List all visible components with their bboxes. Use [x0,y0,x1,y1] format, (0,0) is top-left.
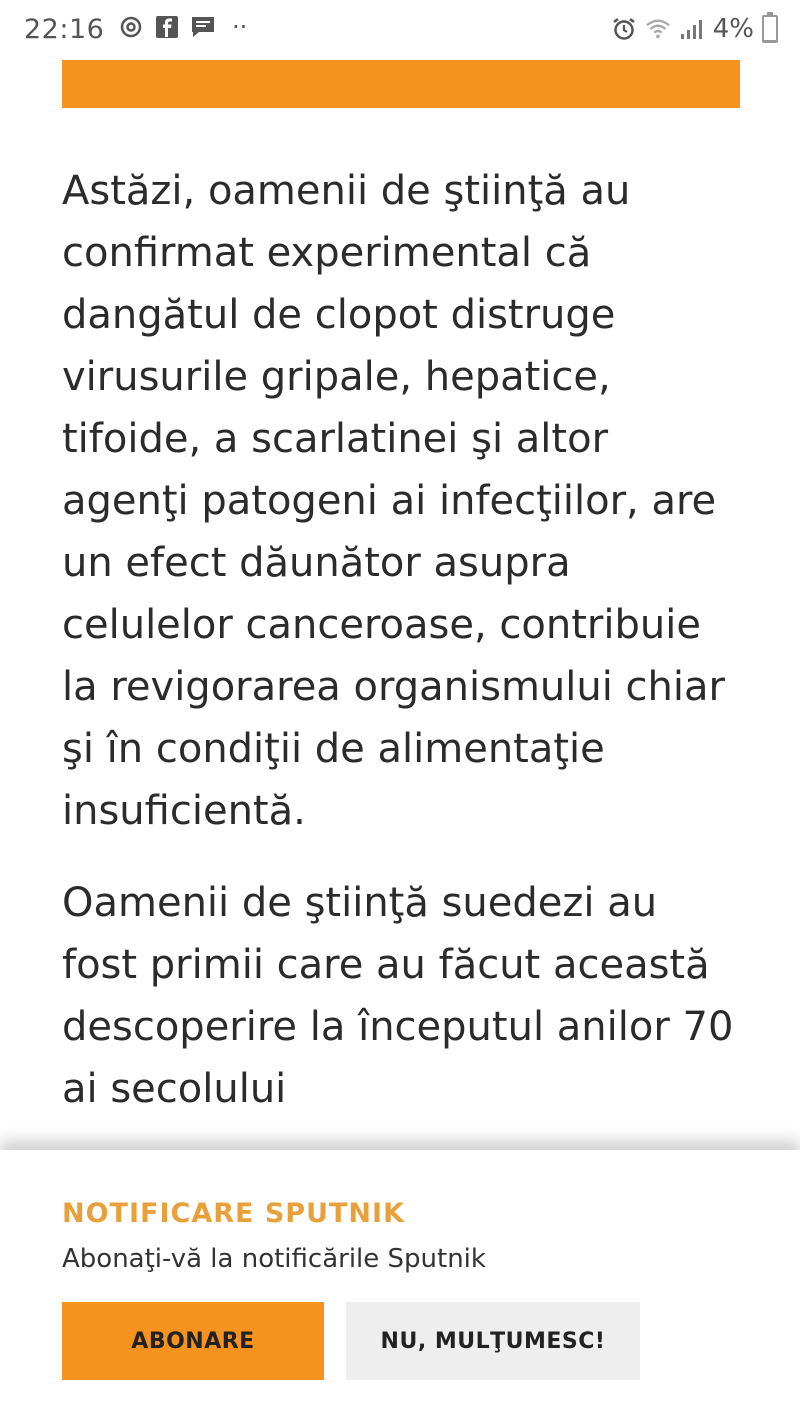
status-system-icons [611,14,778,44]
threads-icon [118,14,144,40]
wifi-icon [645,16,671,42]
message-icon [190,14,216,40]
subscribe-button[interactable]: ABONARE [62,1302,324,1380]
notification-panel [0,1150,800,1417]
signal-icon [679,16,705,42]
battery-icon [762,15,778,43]
notification-title: NOTIFICARE SPUTNIK [62,1198,405,1229]
status-time: 22:16 [24,14,105,45]
facebook-icon [154,14,180,40]
article-body [62,160,742,1150]
decline-button[interactable]: NU, MULŢUMESC! [346,1302,640,1380]
status-bar [0,0,800,64]
battery-level [764,40,776,41]
notification-text: Abonaţi-vă la notificările Sputnik [62,1244,486,1274]
more-notifications-icon: ·· [232,13,248,41]
article-paragraph: Oamenii de ştiinţă suedezi au fost primii care au făcut această descoperire la începutul anilor 70 ai secolului [62,880,734,1112]
alarm-icon [611,16,637,42]
battery-percent: 4% [712,14,754,44]
top-banner [62,60,740,108]
status-notification-icons [118,14,247,40]
article-paragraph: Astăzi, oamenii de ştiinţă au confirmat experimental că dangătul de clopot distruge virusurile gripale, hepatice, tifoide, a scarlatinei şi altor agenţi patogeni ai infecţiilor, are un efect dăunător asupra celulelor canceroase, contribuie la revigorarea organismului chiar şi în condiţii de alimentaţie insuficientă. [62,168,725,834]
